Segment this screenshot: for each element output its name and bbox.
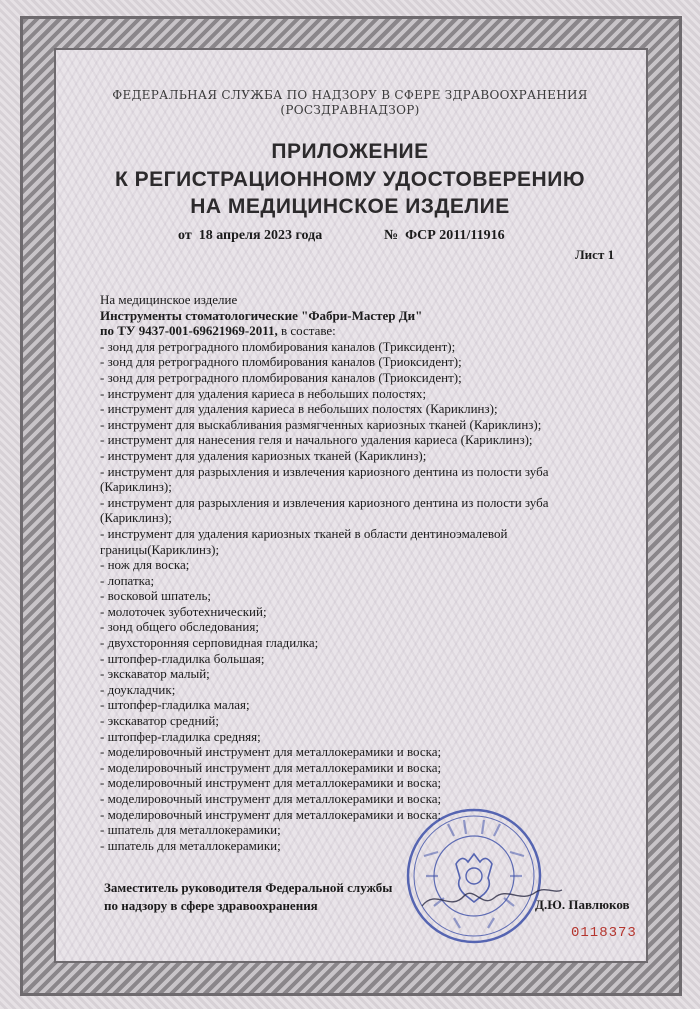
list-item: - нож для воска; [100,557,190,573]
list-item: - моделировочный инструмент для металлокерамики и воска; [100,744,442,760]
sheet-number: Лист 1 [575,247,615,262]
list-item: - инструмент для выскабливания размягченных кариозных тканей (Кариклинз); [100,416,542,432]
list-item: - зонд для ретроградного пломбирования каналов (Триксидент); [100,338,456,354]
list-item: - моделировочный инструмент для металлокерамики и воска; [100,791,442,806]
list-item: - инструмент для разрыхления и извлечения кариозного дентина из полости зуба [100,494,549,510]
list-item: - зонд для ретроградного пломбирования каналов (Триоксидент); [100,369,462,385]
list-item: - доукладчик; [100,681,176,697]
agency-name: ФЕДЕРАЛЬНАЯ СЛУЖБА ПО НАДЗОРУ В СФЕРЕ ЗДРАВООХРАНЕНИЯ [112,88,588,102]
date-value: 18 апреля 2023 года [198,228,323,243]
list-item: - шпатель для металлокерамики; [100,822,281,838]
list-item: - инструмент для удаления кариеса в небольших полостях (Кариклинз); [100,401,498,417]
list-item: - инструмент для удаления кариозных тканей (Кариклинз); [100,447,427,463]
list-item: - лопатка; [100,572,155,588]
intro-text: На медицинское изделие [100,292,238,307]
list-item: - инструмент для разрыхления и извлечения кариозного дентина из полости зуба [100,463,549,479]
list-item: - молоточек зуботехнический; [100,603,267,619]
list-item: - инструмент для удаления кариеса в небольших полостях; [100,385,427,401]
official-seal [404,806,544,946]
signatory-name: Д.Ю. Павлюков [535,897,630,912]
product-spec [100,323,620,339]
list-item: - экскаватор малый; [100,666,210,682]
list-item: - моделировочный инструмент для металлокерамики и воска; [100,806,442,822]
document-body [100,292,620,853]
components-list [100,339,620,854]
list-item: - экскаватор средний; [100,713,219,729]
date-prefix: от [178,228,192,243]
list-item: - двухсторонняя серповидная гладилка; [100,635,319,651]
list-item: - штопфер-гладилка малая; [100,697,250,713]
document-title-line2: К РЕГИСТРАЦИОННОМУ УДОСТОВЕРЕНИЮ [115,168,585,191]
list-item: (Кариклинз); [100,510,172,526]
list-item: - шпатель для металлокерамики; [100,837,281,853]
number-value: ФСР 2011/11916 [405,228,505,243]
list-item: (Кариклинз); [100,479,172,495]
spec-number: по ТУ 9437-001-69621969-2011, [100,323,278,339]
issue-date [178,228,322,244]
list-item: - штопфер-гладилка большая; [100,650,265,666]
list-item: - моделировочный инструмент для металлокерамики и воска; [100,759,442,775]
list-item: - зонд для ретроградного пломбирования каналов (Триоксидент); [100,354,462,370]
list-item: - инструмент для нанесения геля и начального удаления кариеса (Кариклинз); [100,432,533,448]
agency-abbreviation: (РОСЗДРАВНАДЗОР) [280,103,420,117]
registration-number [384,228,505,244]
list-item: - моделировочный инструмент для металлокерамики и воска; [100,775,442,791]
list-item: границы(Кариклинз); [100,541,220,557]
number-prefix: № [384,228,399,243]
spec-rest: в составе: [277,323,336,339]
signatory-title-line1: Заместитель руководителя Федеральной службы [104,880,393,895]
signatory-title-line2: по надзору в сфере здравоохранения [104,898,318,913]
list-item: - штопфер-гладилка средняя; [100,728,261,744]
product-name: Инструменты стоматологические "Фабри-Мастер Ди" [100,307,423,323]
document-title-line1: ПРИЛОЖЕНИЕ [271,140,429,163]
list-item: - зонд общего обследования; [100,619,259,635]
list-item: - восковой шпатель; [100,588,212,604]
document-title-line3: НА МЕДИЦИНСКОЕ ИЗДЕЛИЕ [190,195,510,218]
list-item: - инструмент для удаления кариозных тканей в области дентиноэмалевой [100,525,508,541]
serial-number: 0118373 [571,925,637,941]
